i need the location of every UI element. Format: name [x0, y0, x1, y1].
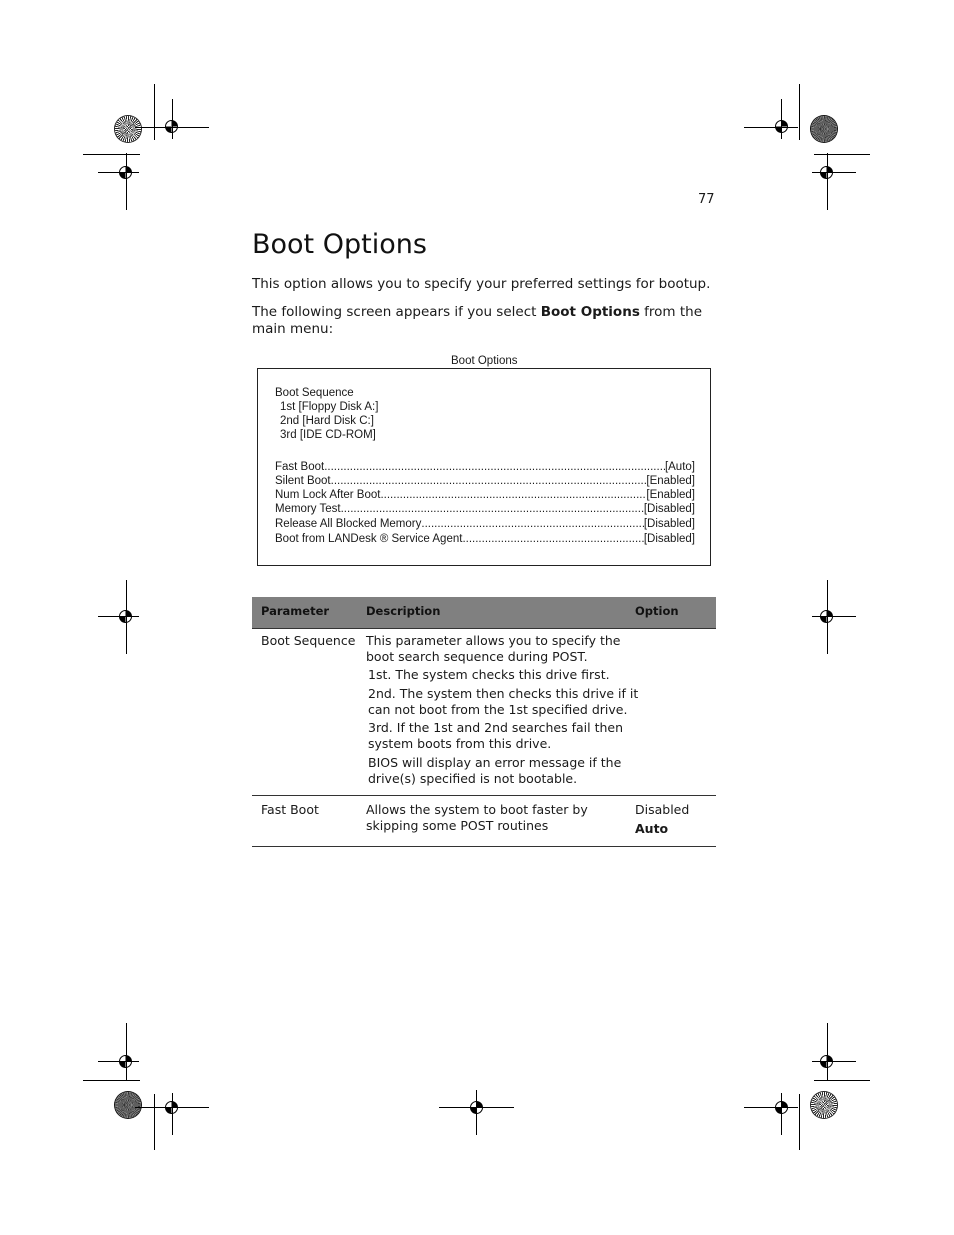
page-title: Boot Options — [252, 229, 427, 260]
sub-item — [368, 720, 623, 752]
bios-setting-value: [Auto] — [664, 461, 695, 473]
boot-sequence-item: 3rd [IDE CD-ROM] — [280, 429, 376, 441]
crop-rosette-icon — [811, 1092, 837, 1118]
row-options — [635, 802, 689, 837]
intro-paragraph: This option allows you to specify your preferred settings for bootup. — [252, 276, 711, 292]
boot-sequence-item: 1st [Floppy Disk A:] — [280, 401, 379, 413]
sub-item-line: 1st. The system checks this drive first. — [368, 667, 610, 682]
bios-setting-label: Num Lock After Boot — [275, 489, 381, 501]
sub-item-line: system boots from this drive. — [368, 736, 552, 751]
crop-rosette-icon — [115, 116, 141, 142]
option-value-default: Auto — [635, 821, 669, 836]
description-line: This parameter allows you to specify the — [366, 633, 621, 648]
row-divider — [252, 795, 716, 796]
sub-item-line: can not boot from the 1st specified drive. — [368, 702, 628, 717]
description-line: skipping some POST routines — [366, 818, 549, 833]
boot-sequence-item: 2nd [Hard Disk C:] — [280, 415, 374, 427]
row-description — [366, 802, 588, 834]
screen-paragraph — [252, 304, 702, 338]
bios-setting-row — [275, 460, 695, 474]
row-description — [366, 633, 620, 665]
sub-item — [368, 686, 638, 718]
header-parameter: Parameter — [261, 604, 330, 618]
row-parameter: Fast Boot — [261, 802, 319, 817]
page-number: 77 — [698, 192, 715, 207]
bios-setting-label: Memory Test — [275, 503, 341, 515]
bios-setting-row — [275, 517, 695, 531]
sub-item-line: 3rd. If the 1st and 2nd searches fail then — [368, 720, 624, 735]
row-parameter: Boot Sequence — [261, 633, 356, 648]
screen-paragraph-suffix: from the — [639, 304, 703, 320]
sub-item-line: BIOS will display an error message if the — [368, 755, 622, 770]
boot-sequence-label: Boot Sequence — [275, 387, 354, 399]
bios-setting-value: [Enabled] — [646, 489, 695, 501]
bios-setting-label: Silent Boot — [275, 475, 331, 487]
table-bottom-rule — [252, 846, 716, 847]
bios-setting-label: Release All Blocked Memory — [275, 518, 422, 530]
header-description: Description — [366, 604, 441, 618]
option-value: Disabled — [635, 802, 690, 817]
description-line: Allows the system to boot faster by — [366, 802, 588, 817]
bios-setting-value: [Enabled] — [646, 475, 695, 487]
bios-setting-value: [Disabled] — [643, 533, 695, 545]
bios-setting-label: Fast Boot — [275, 461, 325, 473]
bios-setting-row — [275, 502, 695, 516]
description-line: boot search sequence during POST. — [366, 649, 588, 664]
bios-setting-row — [275, 474, 695, 488]
sub-item-line: 2nd. The system then checks this drive if it — [368, 686, 639, 701]
bios-setting-row — [275, 532, 695, 546]
screen-paragraph-bold: Boot Options — [540, 304, 640, 320]
crop-rosette-icon — [115, 1092, 141, 1118]
bios-setting-row — [275, 488, 695, 502]
screen-paragraph-prefix: The following screen appears if you select — [252, 304, 541, 320]
bios-setting-value: [Disabled] — [643, 518, 695, 530]
bios-setting-label: Boot from LANDesk ® Service Agent — [275, 533, 463, 545]
screen-paragraph-line2: main menu: — [252, 321, 334, 337]
sub-item-line: drive(s) specified is not bootable. — [368, 771, 578, 786]
sub-item — [368, 667, 610, 683]
bios-setting-value: [Disabled] — [643, 503, 695, 515]
bios-screen — [257, 368, 711, 566]
bios-screen-caption: Boot Options — [451, 355, 518, 367]
crop-rosette-icon — [811, 116, 837, 142]
sub-item — [368, 755, 621, 787]
header-option: Option — [635, 604, 679, 618]
table-header — [252, 597, 716, 629]
